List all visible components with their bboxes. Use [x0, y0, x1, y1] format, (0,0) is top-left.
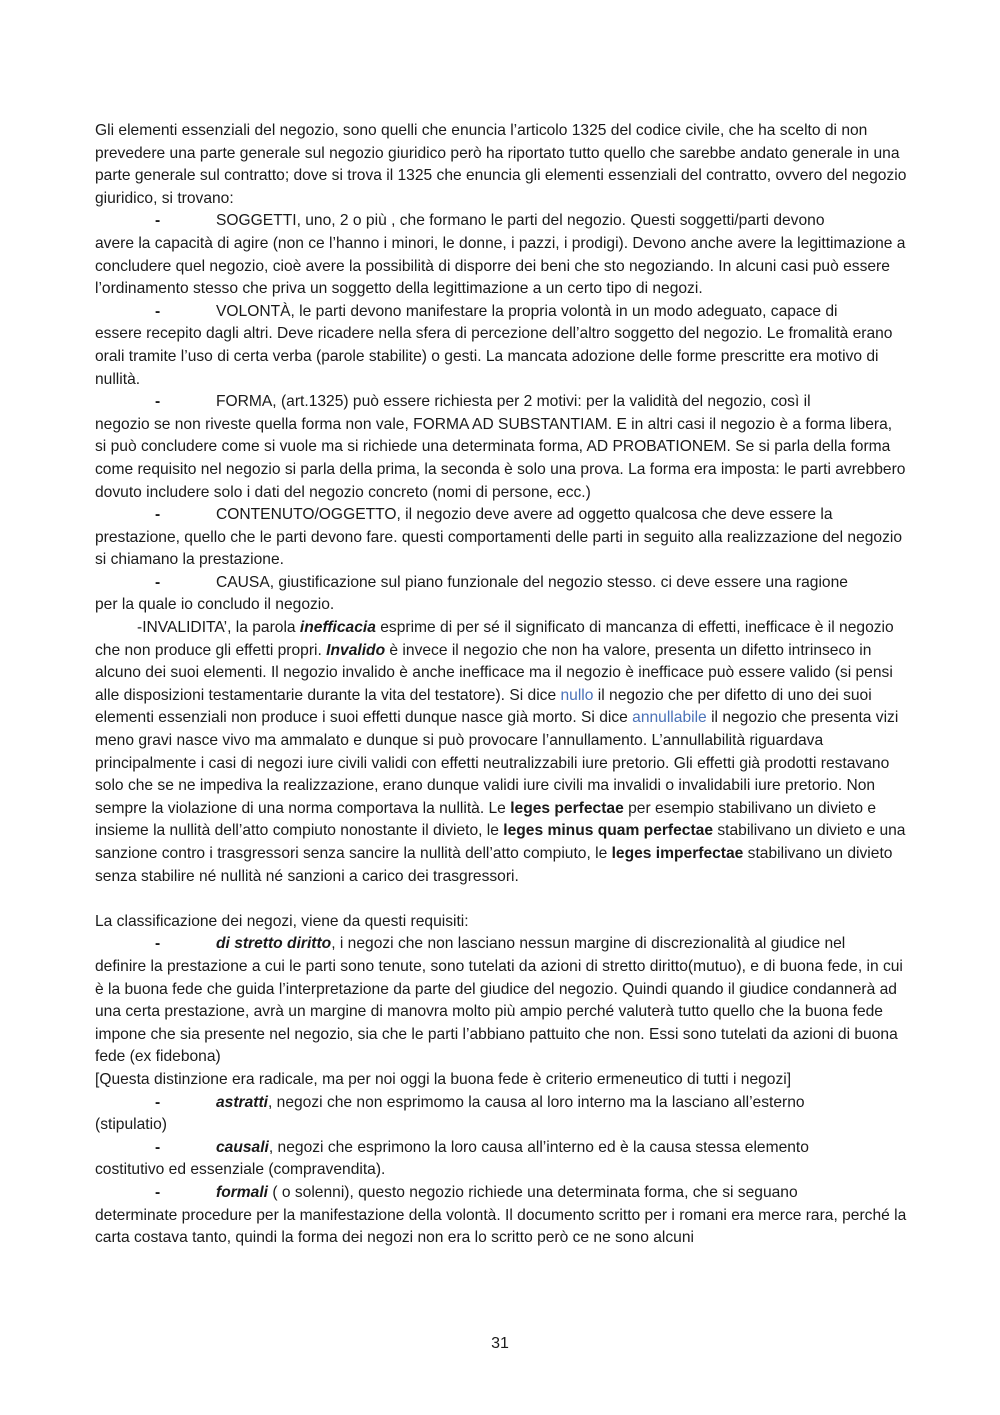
element-rest: prestazione, quello che le parti devono fare. questi comportamenti delle parti in seguito alla realizzazione del negozio si chiamano la prestazione.	[95, 528, 903, 569]
type-causali	[95, 1137, 907, 1182]
invalidita-text: il negozio che per difetto di uno dei suoi elementi essenziali non produce i suoi effetti dunque nasce già morto. Si dice	[95, 686, 872, 727]
type-term: formali	[216, 1183, 268, 1201]
element-head: CONTENUTO/OGGETTO, il negozio deve avere ad oggetto qualcosa che deve essere la	[216, 506, 833, 524]
bullet-dash: -	[155, 1093, 161, 1111]
type-term: di stretto diritto	[216, 935, 332, 953]
type-head: , negozi che non esprimomo la causa al loro interno ma la lasciano all’esterno	[268, 1093, 805, 1111]
element-rest: essere recepito dagli altri. Deve ricadere nella sfera di percezione dell’altro soggetto del negozio. Le fromalità erano orali tramite l’uso di certa verba (parole stabilite) o gesti. La mancata adozione delle forme prescritte era motivo di nullità.	[95, 325, 893, 388]
element-head: VOLONTÀ, le parti devono manifestare la propria volontà in un modo adeguato, capace di	[216, 302, 838, 320]
term-annullabile-link[interactable]: annullabile	[632, 709, 707, 727]
element-volonta	[95, 301, 907, 391]
bullet-dash: -	[155, 212, 161, 230]
term-nullo-link[interactable]: nullo	[560, 686, 594, 704]
invalidita-paragraph	[95, 617, 907, 888]
type-head: , i negozi che non lasciano nessun margine di discrezionalità al giudice nel	[331, 935, 846, 953]
element-rest: per la quale io concludo il negozio.	[95, 596, 335, 614]
bullet-dash: -	[155, 393, 161, 411]
element-head: SOGGETTI, uno, 2 o più , che formano le parti del negozio. Questi soggetti/parti devono	[216, 212, 825, 230]
type-rest: definire la prestazione a cui le parti sono tenute, sono tutelati da azioni di stretto diritto(mutuo), e di buona fede, in cui è la buona fede che guida l’interpretazione da parte del giudice del negozio. Quindi quando il giudice condannerà ad una certa prestazione, avrà un margine di manovra molto più ampio perché valuterà tutto quello che la buona fede impone che sia presente nel negozio, sia che le parti l’abbiano pattuito che non. Essi sono tutelati da azioni di buona fede (ex fidebona)	[95, 957, 903, 1066]
bullet-dash: -	[155, 935, 161, 953]
term-inefficacia: inefficacia	[299, 619, 376, 637]
invalidita-text: è invece il negozio che non ha valore, presenta un difetto intrinseco in alcuno dei suoi elementi. Il negozio invalido è anche inefficace ma il negozio è inefficace può essere valido (si pensi alle disposizioni testamentarie durante la vita del testatore). Si dice	[95, 641, 893, 704]
invalidita-text: per esempio stabilivano un divieto e insieme la nullità dell’atto compiuto nonostante il divieto, le	[95, 799, 877, 840]
element-head: CAUSA, giustificazione sul piano funzionale del negozio stesso. ci deve essere una ragione	[216, 573, 848, 591]
element-contenuto	[95, 504, 907, 572]
type-head: , negozi che esprimono la loro causa all’interno ed è la causa stessa elemento	[268, 1138, 809, 1156]
element-causa	[95, 572, 907, 617]
invalidita-text: stabilivano un divieto senza stabilire né nullità né sanzioni a carico dei trasgressori.	[95, 845, 893, 885]
invalidita-text: esprime di per sé il significato di mancanza di effetti, inefficace è il negozio che non produce gli effetti propri.	[95, 619, 894, 659]
element-soggetti	[95, 210, 907, 300]
term-leges-perfectae: leges perfectae	[510, 799, 624, 817]
bullet-dash: -	[155, 573, 161, 591]
invalidita-text: -INVALIDITA’, la parola	[137, 619, 300, 637]
type-rest: determinate procedure per la manifestazione della volontà. Il documento scritto per i romani era merce rara, perché la carta costava tanto, quindi la forma dei negozi non era lo scritto però ce ne sono alcuni	[95, 1206, 907, 1247]
invalidita-text: stabilivano un divieto e una sanzione contro i trasgressori senza sancire la nullità dell’atto compiuto, le	[95, 822, 906, 862]
term-leges-imperfectae: leges imperfectae	[611, 845, 744, 862]
intro-paragraph: Gli elementi essenziali del negozio, sono quelli che enuncia l’articolo 1325 del codice civile, che ha scelto di non prevedere una parte generale sul negozio giuridico però ha riportato tutto quello che sarebbe andato generale in una parte generale sul contratto; dove si trova il 1325 che enuncia gli elementi essenziali del contratto, ovvero del negozio giuridico, si trovano:	[95, 122, 907, 207]
type-stretto-diritto	[95, 933, 907, 1069]
element-head: FORMA, (art.1325) può essere richiesta per 2 motivi: per la validità del negozio, così il	[216, 393, 811, 411]
element-forma	[95, 391, 907, 504]
bullet-dash: -	[155, 506, 161, 524]
type-term: astratti	[216, 1093, 268, 1111]
type-head: ( o solenni), questo negozio richiede una determinata forma, che si seguano	[268, 1183, 798, 1201]
bullet-dash: -	[155, 302, 161, 320]
page-number: 31	[491, 1335, 509, 1352]
type-astratti	[95, 1092, 907, 1137]
element-rest: negozio se non riveste quella forma non vale, FORMA AD SUBSTANTIAM. E in altri casi il negozio è a forma libera, si può concludere come si vuole ma si richiede una determinata forma, AD PROBATIONEM. Se si parla della forma come requisito nel negozio si parla della prima, la seconda è solo una prova. La forma era imposta: le parti avrebbero dovuto includere solo i dati del negozio concreto (nomi di persone, ecc.)	[95, 415, 906, 501]
bracket-note: [Questa distinzione era radicale, ma per noi oggi la buona fede è criterio ermeneutico di tutti i negozi]	[95, 1070, 792, 1088]
element-rest: avere la capacità di agire (non ce l’hanno i minori, le donne, i pazzi, i prodigi). Devono anche avere la legittimazione a concludere quel negozio, cioè avere la possibilità di disporre dei beni che sto negoziando. In alcuni casi può essere l’ordinamento stesso che priva un soggetto della legittimazione a un certo tipo di negozi.	[95, 234, 906, 298]
type-rest: costitutivo ed essenziale (compravendita).	[95, 1161, 386, 1179]
paragraph-gap	[95, 888, 907, 911]
bullet-dash: -	[155, 1138, 161, 1156]
type-formali	[95, 1182, 907, 1250]
classification-intro: La classificazione dei negozi, viene da questi requisiti:	[95, 912, 469, 930]
invalidita-text: il negozio che presenta vizi meno gravi nasce vivo ma ammalato e dunque si può provocare l’annullamento. L’annullabilità riguardava principalmente i casi di negozi iure civili validi con effetti neutralizzabili iure pretorio. Gli effetti già prodotti restavano solo che se ne impediva la realizzazione, erano dunque validi iure civili ma invalidi o invalidabili iure pretorio. Non sempre la violazione di una norma comportava la nullità. Le	[95, 709, 899, 817]
type-rest: (stipulatio)	[95, 1116, 167, 1134]
type-term: causali	[216, 1138, 269, 1156]
document-body	[95, 120, 907, 1250]
bullet-dash: -	[155, 1183, 161, 1201]
term-leges-minus-quam-perfectae: leges minus quam perfectae	[503, 822, 714, 840]
term-invalido: Invalido	[326, 641, 386, 659]
